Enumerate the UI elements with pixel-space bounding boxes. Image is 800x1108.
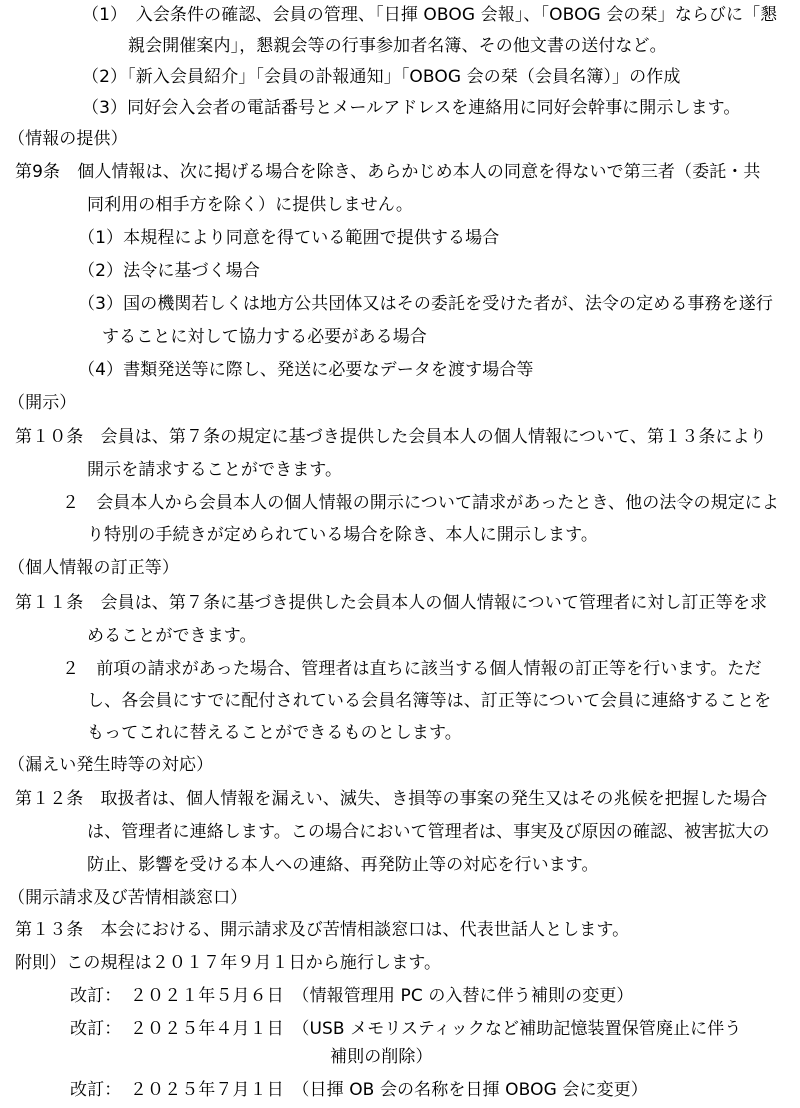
text-line: することに対して協力する必要がある場合 xyxy=(102,327,427,347)
text-line: 開示を請求することができます。 xyxy=(87,460,343,480)
supplementary-provision: 附則）この規程は２０１７年９月１日から施行します。 xyxy=(15,953,442,973)
section-heading: （漏えい発生時等の対応） xyxy=(8,755,214,775)
text-line: り特別の手続きが定められている場合を除き、本人に開示します。 xyxy=(87,525,598,545)
text-line: ２ 前項の請求があった場合、管理者は直ちに該当する個人情報の訂正等を行います。ただ xyxy=(62,659,762,679)
article-12: 第１２条 取扱者は、個人情報を漏えい、滅失、き損等の事案の発生又はその兆候を把握した場合 xyxy=(15,789,768,809)
text-line: 親会開催案内」，懇親会等の行事参加者名簿、その他文書の送付など。 xyxy=(128,36,667,56)
section-heading: （個人情報の訂正等） xyxy=(8,558,179,578)
text-line: 同利用の相手方を除く）に提供しません。 xyxy=(87,195,413,215)
text-line: 補則の削除） xyxy=(330,1047,433,1067)
text-line: ２ 会員本人から会員本人の個人情報の開示について請求があったとき、他の法令の規定によ xyxy=(62,493,780,513)
article-11: 第１１条 会員は、第７条に基づき提供した会員本人の個人情報について管理者に対し訂正等を求 xyxy=(15,593,768,613)
text-line: 防止、影響を受ける本人への連絡、再発防止等の対応を行います。 xyxy=(87,855,599,875)
text-line: めることができます。 xyxy=(87,626,257,646)
article-10: 第１０条 会員は、第７条の規定に基づき提供した会員本人の個人情報について、第１３条により xyxy=(15,427,767,447)
text-line: （2）法令に基づく場合 xyxy=(78,261,260,281)
revision-line: 改訂： ２０２５年７月１日 （日揮 OB 会の名称を日揮 OBOG 会に変更） xyxy=(70,1080,648,1100)
section-heading: （開示） xyxy=(8,393,77,413)
article-9: 第9条 個人情報は、次に掲げる場合を除き、あらかじめ本人の同意を得ないで第三者（委託・共 xyxy=(15,162,761,182)
text-line: （3）同好会入会者の電話番号とメールアドレスを連絡用に同好会幹事に開示します。 xyxy=(82,98,741,118)
article-13: 第１３条 本会における、開示請求及び苦情相談窓口は、代表世話人とします。 xyxy=(15,920,630,940)
section-heading: （情報の提供） xyxy=(8,129,128,149)
revision-line: 改訂： ２０２１年５月６日 （情報管理用 PC の入替に伴う補則の変更） xyxy=(70,986,634,1006)
text-line: （3）国の機関若しくは地方公共団体又はその委託を受けた者が、法令の定める事務を遂行 xyxy=(78,294,773,314)
revision-line: 改訂： ２０２５年４月１日 （USB メモリスティックなど補助記憶装置保管廃止に伴う xyxy=(70,1019,742,1039)
section-heading: （開示請求及び苦情相談窓口） xyxy=(8,888,248,908)
text-line: （2）「新入会員紹介」「会員の訃報通知」「OBOG 会の栞（会員名簿）」の作成 xyxy=(82,67,681,87)
text-line: （1） 入会条件の確認、会員の管理、「日揮 OBOG 会報」、「OBOG 会の栞」ならびに「懇 xyxy=(82,5,778,25)
text-line: （1）本規程により同意を得ている範囲で提供する場合 xyxy=(78,228,500,248)
text-line: し、各会員にすでに配付されている会員名簿等は、訂正等について会員に連絡することを xyxy=(87,691,772,711)
text-line: （4）書類発送等に際し、発送に必要なデータを渡す場合等 xyxy=(78,360,534,380)
text-line: もってこれに替えることができるものとします。 xyxy=(87,723,462,743)
text-line: は、管理者に連絡します。この場合において管理者は、事実及び原因の確認、被害拡大の xyxy=(87,822,770,842)
